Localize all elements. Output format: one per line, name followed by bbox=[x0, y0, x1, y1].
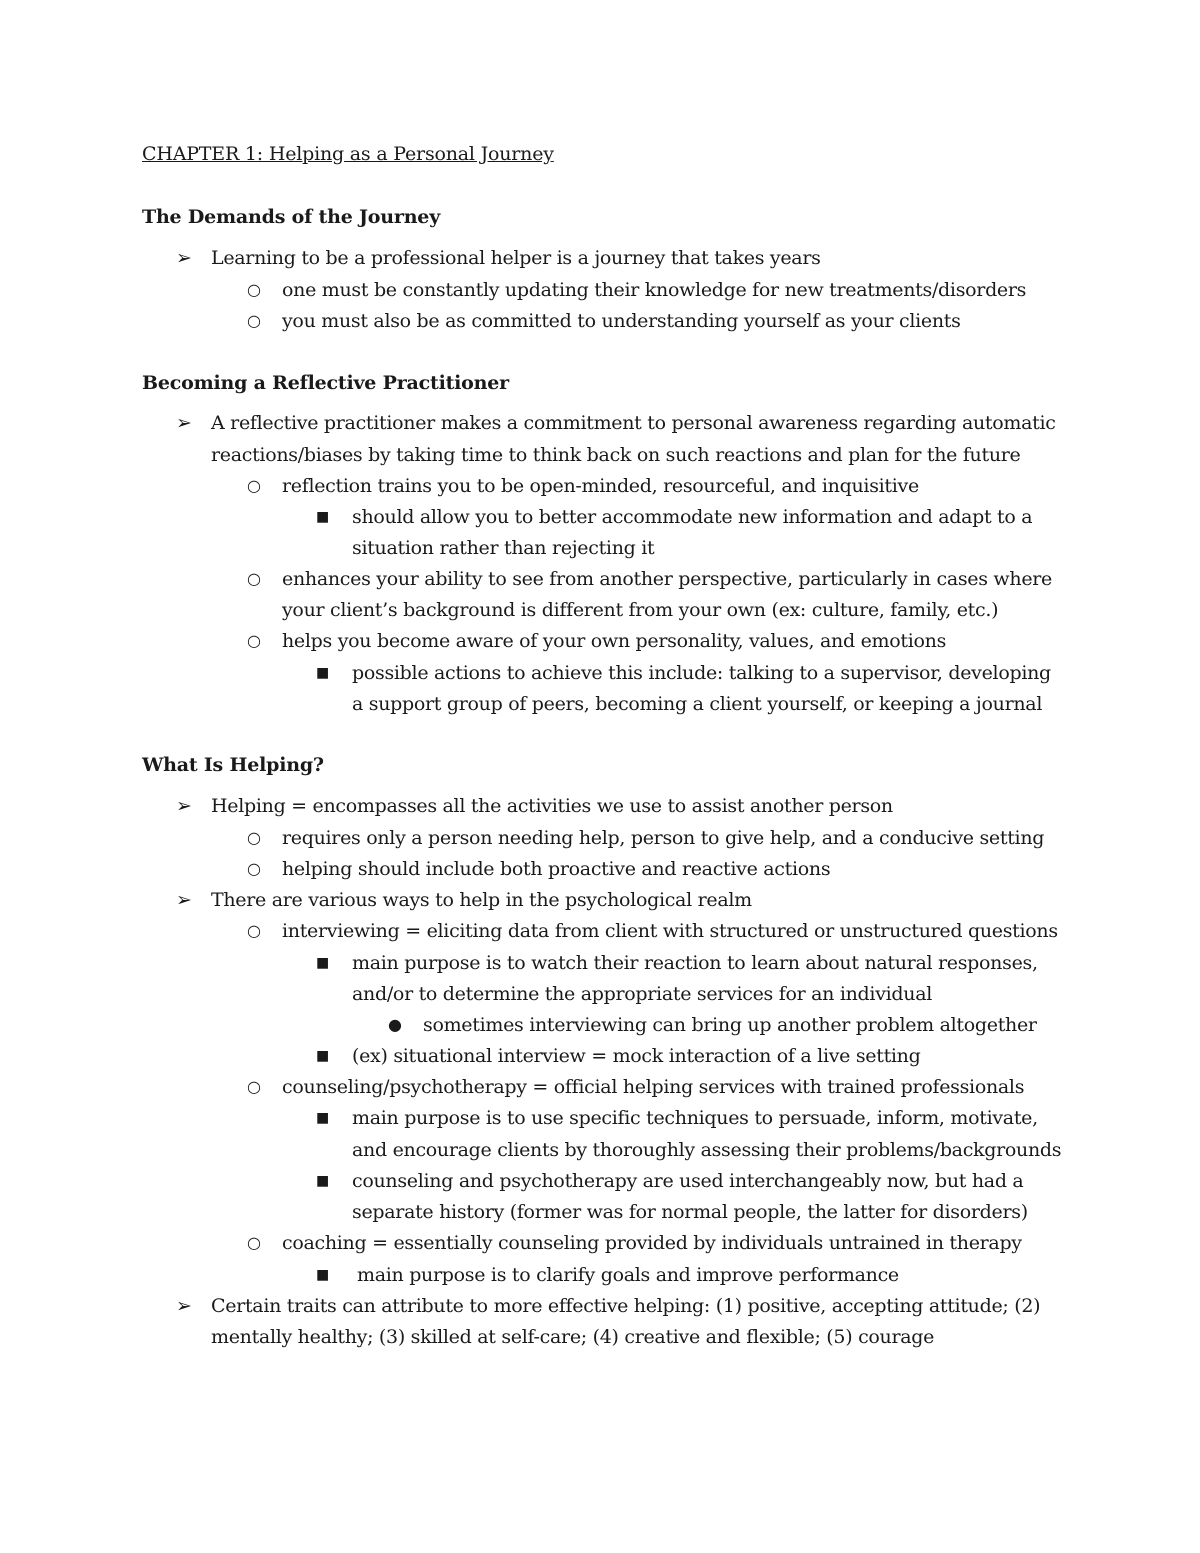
square-bullet-icon: ■ bbox=[316, 1110, 330, 1126]
square-bullet-icon: ■ bbox=[316, 509, 330, 525]
square-bullet-icon: ■ bbox=[316, 1173, 330, 1189]
list-item-continuation: and encourage clients by thoroughly assessing their problems/backgrounds bbox=[352, 1139, 1062, 1161]
list-item: Learning to be a professional helper is a journey that takes years bbox=[211, 247, 821, 269]
section-heading-demands: The Demands of the Journey bbox=[142, 206, 441, 228]
list-item: helping should include both proactive and reactive actions bbox=[282, 858, 831, 880]
square-bullet-icon: ■ bbox=[316, 1048, 330, 1064]
list-item: should allow you to better accommodate new information and adapt to a bbox=[352, 506, 1033, 528]
list-item-continuation: separate history (former was for normal people, the latter for disorders) bbox=[352, 1201, 1028, 1223]
list-item-continuation: mentally healthy; (3) skilled at self-care; (4) creative and flexible; (5) courage bbox=[211, 1326, 935, 1348]
list-item-continuation: and/or to determine the appropriate services for an individual bbox=[352, 983, 933, 1005]
arrow-bullet-icon: ➢ bbox=[176, 247, 192, 269]
list-item-continuation: your client’s background is different from your own (ex: culture, family, etc.) bbox=[282, 599, 999, 621]
list-item: Certain traits can attribute to more effective helping: (1) positive, accepting attitude; (2) bbox=[211, 1295, 1041, 1317]
circle-bullet-icon: ○ bbox=[247, 476, 261, 495]
list-item: A reflective practitioner makes a commitment to personal awareness regarding automatic bbox=[211, 412, 1056, 434]
arrow-bullet-icon: ➢ bbox=[176, 889, 192, 911]
circle-bullet-icon: ○ bbox=[247, 311, 261, 330]
list-item: requires only a person needing help, person to give help, and a conducive setting bbox=[282, 827, 1045, 849]
list-item-continuation: reactions/biases by taking time to think back on such reactions and plan for the future bbox=[211, 444, 1021, 466]
square-bullet-icon: ■ bbox=[316, 955, 330, 971]
list-item: coaching = essentially counseling provided by individuals untrained in therapy bbox=[282, 1232, 1022, 1254]
circle-bullet-icon: ○ bbox=[247, 828, 261, 847]
square-bullet-icon: ■ bbox=[316, 1267, 330, 1283]
list-item: you must also be as committed to understanding yourself as your clients bbox=[282, 310, 961, 332]
section-heading-reflective: Becoming a Reflective Practitioner bbox=[142, 372, 509, 394]
list-item: There are various ways to help in the psychological realm bbox=[211, 889, 752, 911]
list-item-continuation: a support group of peers, becoming a client yourself, or keeping a journal bbox=[352, 693, 1043, 715]
list-item: enhances your ability to see from another perspective, particularly in cases where bbox=[282, 568, 1052, 590]
circle-bullet-icon: ○ bbox=[247, 569, 261, 588]
list-item: possible actions to achieve this include: talking to a supervisor, developing bbox=[352, 662, 1051, 684]
list-item: reflection trains you to be open-minded, resourceful, and inquisitive bbox=[282, 475, 919, 497]
chapter-title: CHAPTER 1: Helping as a Personal Journey bbox=[142, 143, 554, 165]
list-item: main purpose is to watch their reaction to learn about natural responses, bbox=[352, 952, 1038, 974]
circle-bullet-icon: ○ bbox=[247, 631, 261, 650]
list-item: main purpose is to clarify goals and improve performance bbox=[357, 1264, 899, 1286]
arrow-bullet-icon: ➢ bbox=[176, 1295, 192, 1317]
list-item: (ex) situational interview = mock interaction of a live setting bbox=[352, 1045, 921, 1067]
section-heading-what-is-helping: What Is Helping? bbox=[142, 754, 324, 776]
list-item-continuation: situation rather than rejecting it bbox=[352, 537, 655, 559]
arrow-bullet-icon: ➢ bbox=[176, 412, 192, 434]
list-item: helps you become aware of your own personality, values, and emotions bbox=[282, 630, 947, 652]
list-item: interviewing = eliciting data from client with structured or unstructured questions bbox=[282, 920, 1058, 942]
circle-bullet-icon: ○ bbox=[247, 921, 261, 940]
list-item: counseling and psychotherapy are used interchangeably now, but had a bbox=[352, 1170, 1024, 1192]
circle-bullet-icon: ○ bbox=[247, 280, 261, 299]
arrow-bullet-icon: ➢ bbox=[176, 795, 192, 817]
list-item: main purpose is to use specific techniques to persuade, inform, motivate, bbox=[352, 1107, 1038, 1129]
list-item: sometimes interviewing can bring up another problem altogether bbox=[423, 1014, 1037, 1036]
circle-bullet-icon: ○ bbox=[247, 1233, 261, 1252]
circle-bullet-icon: ○ bbox=[247, 859, 261, 878]
list-item: Helping = encompasses all the activities we use to assist another person bbox=[211, 795, 893, 817]
list-item: one must be constantly updating their knowledge for new treatments/disorders bbox=[282, 279, 1027, 301]
dot-bullet-icon: ● bbox=[388, 1015, 402, 1034]
list-item: counseling/psychotherapy = official helping services with trained professionals bbox=[282, 1076, 1025, 1098]
circle-bullet-icon: ○ bbox=[247, 1077, 261, 1096]
square-bullet-icon: ■ bbox=[316, 665, 330, 681]
